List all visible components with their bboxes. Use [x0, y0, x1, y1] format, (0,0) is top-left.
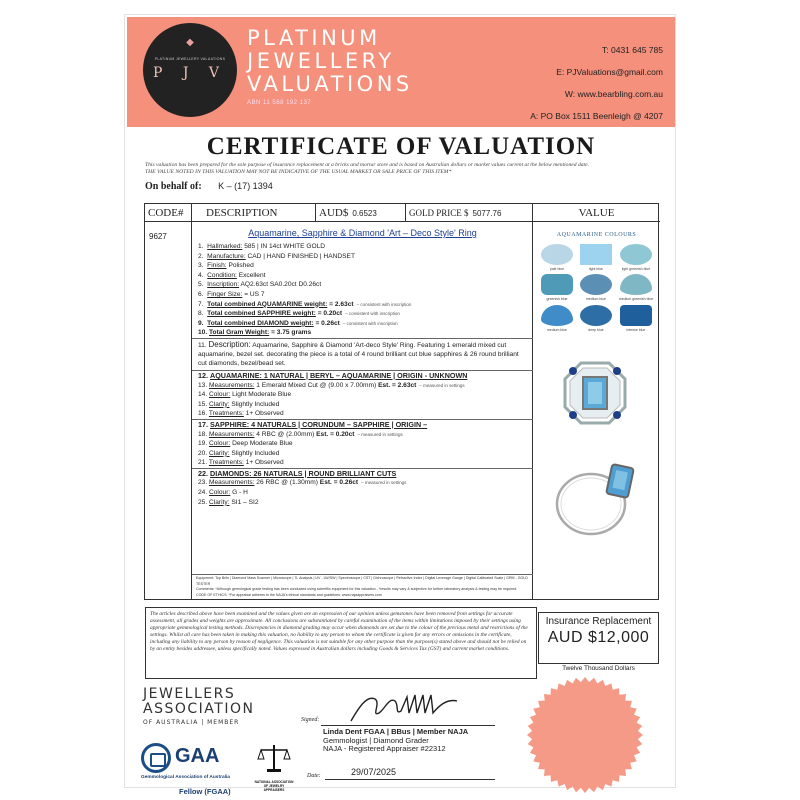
- signer-name: Linda Dent FGAA | BBus | Member NAJA: [323, 727, 469, 736]
- on-behalf-value: K – (17) 1394: [218, 181, 273, 191]
- list-item: 14. Colour: Light Moderate Blue: [198, 391, 292, 399]
- ring-side-view-image: [551, 454, 641, 544]
- list-item: 8. Total combined SAPPHIRE weight: = 0.20ct – consistent with inscription: [198, 310, 400, 318]
- list-item: 20. Clarity: Slightly Included: [198, 449, 280, 457]
- swatch-label: intense blue: [626, 328, 646, 332]
- contact-address: A: PO Box 1511 Beenleigh @ 4207: [530, 111, 663, 121]
- swatch-medium-greenish-blue: [620, 274, 652, 295]
- swatch-label: deep blue: [588, 328, 604, 332]
- brand-line-2: JEWELLERY: [247, 49, 395, 73]
- aquamarine-heading: 12. AQUAMARINE: 1 NATURAL | BERYL – AQUAMARINE | ORIGIN - UNKNOWN: [198, 370, 468, 380]
- list-item: 15. Clarity: Slightly Included: [198, 400, 280, 408]
- swatch-label: light greenish blue: [621, 267, 651, 271]
- header-aud-label: AUD$: [319, 207, 349, 219]
- header-gold-value: 5077.76: [472, 209, 502, 218]
- swatch-label: medium blue: [546, 328, 568, 332]
- footnote-equipment: Equipment: Top Brils | Diamond Mass Scanner | Microscope | 7L Analysis | UV - LW/SW | Spectroscope | CST | Dichroscope | Refractive Index | Digital Leverage Gauge | Digital Calibrated Scale | GRM - GOLD TESTER: [196, 576, 528, 586]
- swatch-light-greenish-blue: [620, 244, 652, 265]
- ring-top-view-image: [561, 359, 629, 427]
- valuation-date: 29/07/2025: [351, 767, 397, 777]
- header-value: VALUE: [533, 204, 660, 222]
- signer-naja: NAJA - Registered Appraiser #22312: [323, 744, 446, 753]
- aquamarine-section: [192, 370, 533, 419]
- sapphire-heading: 17. SAPPHIRE: 4 NATURALS | CORUNDUM – SAPPHIRE | ORIGIN –: [198, 419, 428, 429]
- seal-sticker: [525, 675, 645, 795]
- signature-line: [321, 725, 495, 726]
- on-behalf-of: [145, 181, 273, 192]
- description-paragraph: 11. Description: Aquamarine, Sapphire & Diamond 'Art-deco Style' Ring. Featuring 1 emerald mixed cut aquamarine, bezel set. decorating the piece is a total of 4 round brilliant cut blue sapphires & 26 round brilliant cut diamonds, bezel/bead set.: [198, 339, 519, 367]
- signer-role: Gemmologist | Diamond Grader: [323, 735, 429, 745]
- contact-phone: T: 0431 645 785: [602, 45, 663, 55]
- swatch-greenish-blue: [541, 274, 573, 295]
- list-item: 3. Finish: Polished: [198, 262, 254, 270]
- logo-subtitle: PLATINUM JEWELLERY VALUATIONS: [154, 57, 226, 61]
- swatch-intense-blue: [620, 305, 652, 326]
- on-behalf-label: On behalf of:: [145, 181, 202, 192]
- description-column: [192, 222, 533, 599]
- header-banner: [127, 17, 675, 127]
- intro-text: [145, 162, 665, 176]
- date-label: Date:: [307, 773, 321, 779]
- list-item: 19. Colour: Deep Moderate Blue: [198, 440, 293, 448]
- gaa-subtitle: Gemmological Association of Australia: [141, 775, 230, 780]
- scales-icon: [257, 743, 291, 773]
- item-code: 9627: [145, 222, 192, 599]
- jewellers-association-logo: [143, 687, 254, 726]
- logo-letters: P J V: [152, 65, 228, 81]
- handwritten-signature: [345, 687, 465, 727]
- naja-text: NATIONAL ASSOCIATION OF JEWELRY APPRAISERS: [254, 780, 294, 792]
- list-item: 21. Treatments: 1+ Observed: [198, 459, 284, 467]
- list-item: 24. Colour: G - H: [198, 489, 248, 497]
- description-section: [192, 338, 533, 370]
- header-gold: [406, 204, 533, 222]
- intro-line-1: This valuation has been prepared for the sole purpose of insurance replacement at a bricks and mortar store and is based on Australian dollars or market values current at the below mentioned date.: [145, 162, 589, 168]
- swatch-label: medium blue: [585, 297, 607, 301]
- gaa-text: GAA: [175, 745, 220, 767]
- list-item: 6. Finger Size: = US 7: [198, 290, 265, 298]
- swatch-label: medium greenish blue: [618, 297, 654, 301]
- item-title: Aquamarine, Sapphire & Diamond 'Art – Deco Style' Ring: [248, 228, 477, 238]
- company-logo: [143, 23, 237, 117]
- signer-block: [323, 728, 468, 754]
- list-item: 23. Measurements: 26 RBC @ (1.30mm) Est. = 0.26ct – measured in settings: [198, 479, 407, 487]
- footnote-ethics: CODE OF ETHICS: *For appraisal adheres to the NAJA's ethical standards and guidelines: www.najaappraisers.com: [196, 592, 382, 597]
- abn-number: ABN 11 588 192 137: [247, 100, 312, 106]
- ja-line-2: ASSOCIATION: [143, 701, 255, 717]
- swatch-label: pale blue: [549, 267, 565, 271]
- naja-logo: [253, 743, 295, 792]
- contact-block: [530, 39, 663, 127]
- swatch-medium-blue-2: [541, 305, 573, 326]
- valuation-table: [144, 203, 659, 600]
- gaa-fellow: Fellow (FGAA): [179, 787, 231, 796]
- insurance-box: [538, 612, 659, 664]
- certificate-page: [124, 14, 676, 796]
- list-item: 1. Hallmarked: 585 | IN 14ct WHITE GOLD: [198, 243, 326, 250]
- header-code: CODE#: [145, 204, 192, 222]
- ja-line-3: OF AUSTRALIA | MEMBER: [143, 719, 240, 726]
- swatch-medium-blue: [580, 274, 612, 295]
- description-lines: [192, 242, 533, 507]
- swatch-light-blue: [580, 244, 612, 265]
- list-item: 13. Measurements: 1 Emerald Mixed Cut @ (9.00 x 7.00mm) Est. = 2.63ct – measured in settings: [198, 381, 465, 389]
- header-aud: [316, 204, 406, 222]
- disclaimer-box: The articles described above have been examined and the values given are an expression of our opinion unless gemstones have been removed from settings for accurate assessment, all grades and weights are approximate. All conclusions are substantiated by careful examination of the items within limitations imposed by their settings using appropriate gemmological testing methods. Discrepancies in diamond grading may occur when diamonds are set due to the colour of the precious metal and restrictions of the settings. Whilst all care has been taken in making this valuation, no liability to any person to whom the certificate is given for any errors or omissions in the certificate, including any liability to any person by reason of negligence. This valuation is not suitable for any other purpose than the purpose(s) stated above and should not be relied on by an entity besides addressee, unless specifically noted. Values expressed in Australian dollars including Goods & Services Tax (GST) and current market conditions.: [145, 607, 537, 679]
- header-description: DESCRIPTION: [192, 204, 316, 222]
- swatch-label: greenish blue: [546, 297, 568, 301]
- sapphire-section: [192, 419, 533, 468]
- header-gold-label: GOLD PRICE $: [409, 208, 469, 218]
- list-item: 5. Inscription: AQ2.63ct SA0.20ct D0.26ct: [198, 281, 322, 289]
- list-item: 2. Manufacture: CAD | HAND FINISHED | HANDSET: [198, 252, 355, 260]
- brand-line-3: VALUATIONS: [247, 72, 413, 96]
- contact-web[interactable]: W: www.bearbling.com.au: [564, 89, 663, 99]
- diamonds-heading: 22. DIAMONDS: 26 NATURALS | ROUND BRILLIANT CUTS: [198, 468, 397, 478]
- swatch-deep-blue: [580, 305, 612, 326]
- insurance-amount-words: Twelve Thousand Dollars: [562, 665, 635, 672]
- list-item: 9. Total combined DIAMOND weight: = 0.26ct – consistent with inscription: [198, 319, 398, 327]
- brand-line-1: PLATINUM: [247, 26, 381, 50]
- list-item: 7. Total combined AQUAMARINE weight: = 2.63ct – consistent with inscription: [198, 300, 412, 308]
- insurance-label: Insurance Replacement: [545, 616, 652, 627]
- diamonds-section: [192, 468, 533, 507]
- ja-line-1: JEWELLERS: [143, 686, 236, 702]
- list-item: 25. Clarity: SI1 – SI2: [198, 498, 259, 506]
- list-item: 10. Total Gram Weight: = 3.75 grams: [198, 329, 312, 337]
- header-aud-value: 0.6523: [352, 209, 377, 218]
- list-item: 16. Treatments: 1+ Observed: [198, 410, 284, 418]
- contact-email[interactable]: E: PJValuations@gmail.com: [556, 67, 663, 77]
- aquamarine-colours-title: AQUAMARINE COLOURS: [556, 232, 637, 238]
- page-title: CERTIFICATE OF VALUATION: [206, 133, 596, 160]
- swatch-label: light blue: [588, 267, 603, 271]
- footnote-comments: Comments: *Although gemological grade testing has been conducted using scientific equipment for this valuation - *results may vary & subjective for further laboratory analysis & testing may be required.: [196, 587, 518, 592]
- list-item: 4. Condition: Excellent: [198, 271, 266, 279]
- intro-line-2: THE VALUE NOTED IN THIS VALUATION MAY NOT BE INDICATIVE OF THE USUAL MARKET OR SALE PRICE OF THIS ITEM*: [145, 169, 452, 175]
- insurance-amount: AUD $12,000: [547, 629, 650, 646]
- signed-label: Signed:: [301, 717, 320, 723]
- gaa-emblem-icon: [141, 743, 171, 773]
- date-line: [325, 779, 495, 780]
- equipment-footnote: [192, 574, 533, 599]
- diamond-icon: ◆: [186, 37, 194, 48]
- list-item: 18. Measurements: 4 RBC @ (2.00mm) Est. = 0.20ct – measured in settings: [198, 430, 403, 438]
- brand-name: [247, 27, 413, 96]
- swatch-pale-blue: [541, 244, 573, 265]
- value-column: [533, 222, 658, 599]
